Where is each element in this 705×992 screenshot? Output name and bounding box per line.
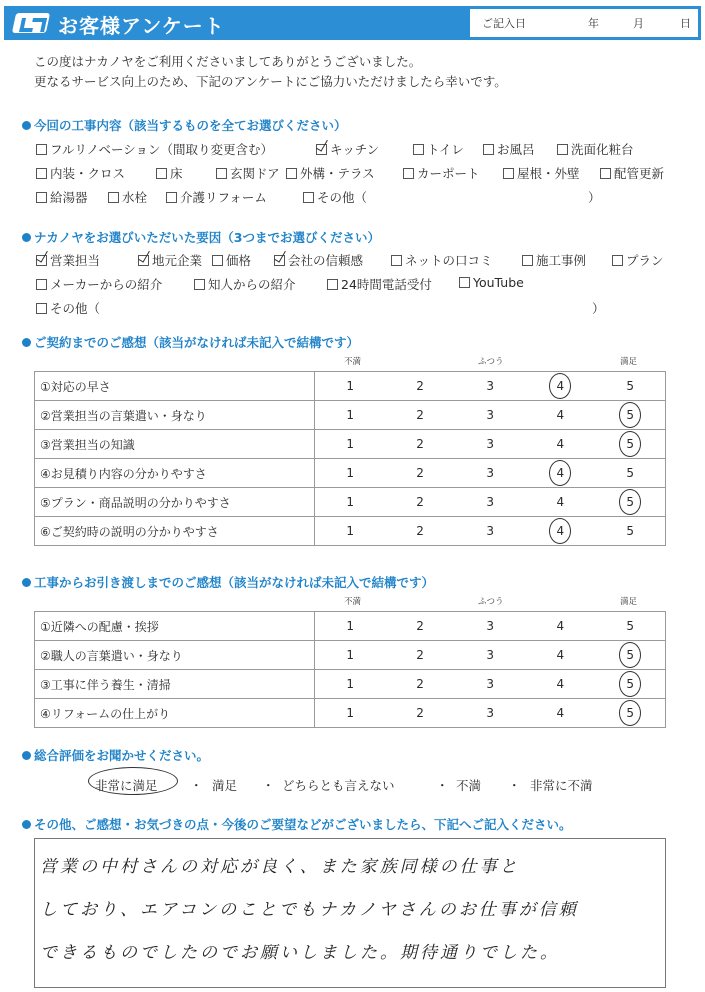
- contract-rating-cell[interactable]: [315, 372, 385, 401]
- contract-rating-cell[interactable]: [525, 430, 595, 459]
- contract-rating-cell[interactable]: [595, 517, 665, 546]
- selection-reason-option-label: プラン: [626, 253, 664, 268]
- page-title: お客様アンケート: [58, 14, 225, 38]
- selected-rating-circle: 4: [549, 518, 571, 544]
- scale-high-label: 満足: [620, 357, 638, 367]
- section-title-work-content: 今回の工事内容（該当するものを全てお選びください）: [22, 116, 347, 134]
- rating-value: 3: [486, 706, 495, 720]
- selection-reason-option-label: 24時間電話受付: [341, 277, 432, 292]
- selection-reason-option-label: 営業担当: [50, 253, 101, 268]
- section-title-overall-rating: 総合評価をお聞かせください。: [22, 746, 209, 764]
- work-content-option-label: カーポート: [417, 166, 480, 181]
- contract-rating-cell[interactable]: [315, 488, 385, 517]
- selection-reason-option[interactable]: [459, 275, 524, 290]
- construction-rating-cell[interactable]: [525, 670, 595, 699]
- work-content-other-close-paren: ）: [588, 190, 601, 205]
- work-content-option[interactable]: [557, 140, 634, 158]
- checkbox-icon[interactable]: [36, 144, 47, 155]
- handwritten-comment-line-2: しており、エアコンのことでもナカノヤさんのお仕事が信頼: [40, 900, 579, 920]
- construction-rating-cell[interactable]: [385, 612, 455, 641]
- rating-value: 3: [486, 408, 495, 422]
- construction-rating-cell[interactable]: [595, 641, 665, 670]
- contract-rating-cell[interactable]: [385, 401, 455, 430]
- check-mark-icon: [316, 137, 328, 151]
- contract-rating-table: [34, 371, 666, 546]
- checkbox-icon[interactable]: [36, 168, 47, 179]
- contract-rating-cell[interactable]: [315, 517, 385, 546]
- construction-rating-cell[interactable]: [525, 612, 595, 641]
- work-content-option[interactable]: [216, 164, 280, 182]
- contract-rating-cell[interactable]: [455, 459, 525, 488]
- construction-row: [35, 612, 666, 641]
- contract-question-label: ②営業担当の言葉遣い・身なり: [35, 401, 315, 430]
- scale-low-label: 不満: [344, 597, 362, 607]
- selection-reason-option-label: 施工事例: [536, 253, 587, 268]
- date-label: ご記入日: [482, 17, 526, 30]
- overall-rating-option[interactable]: どちらとも言えない: [282, 778, 395, 793]
- contract-rating-cell[interactable]: [595, 372, 665, 401]
- selection-reason-option[interactable]: [522, 251, 586, 269]
- selection-reason-option-label: 価格: [226, 253, 252, 268]
- rating-value: 2: [416, 619, 424, 633]
- rating-value: 2: [416, 495, 424, 509]
- contract-rating-cell[interactable]: [385, 459, 455, 488]
- selection-reason-option-label: メーカーからの紹介: [50, 277, 163, 292]
- scale-mid-label: ふつう: [478, 357, 504, 367]
- work-content-option-label: お風呂: [497, 142, 535, 157]
- handwritten-comment-line-1: 営業の中村さんの対応が良く、また家族同様の仕事と: [40, 857, 520, 877]
- contract-rating-cell[interactable]: [455, 401, 525, 430]
- section-title-comments: その他、ご感想・お気づきの点・今後のご要望などがございましたら、下記へご記入ください。: [22, 815, 572, 833]
- contract-rating-cell[interactable]: [455, 372, 525, 401]
- rating-value: 1: [346, 466, 355, 480]
- rating-value: 2: [416, 677, 424, 691]
- contract-rating-cell[interactable]: [525, 517, 595, 546]
- checkbox-icon[interactable]: [612, 255, 623, 266]
- year-label: 年: [588, 17, 599, 30]
- construction-question-label: ①近隣への配慮・挨拶: [35, 612, 315, 641]
- checkbox-icon[interactable]: [286, 168, 297, 179]
- rating-value: 1: [346, 648, 355, 662]
- work-content-option[interactable]: [36, 164, 125, 182]
- contract-question-label: ①対応の早さ: [35, 372, 315, 401]
- checkbox-icon[interactable]: [327, 279, 338, 290]
- rating-value: 1: [346, 408, 355, 422]
- option-separator: ・: [190, 778, 203, 793]
- rating-value: 5: [626, 466, 634, 480]
- rating-value: 2: [416, 466, 424, 480]
- overall-rating-option[interactable]: 満足: [212, 778, 238, 793]
- selection-reason-option[interactable]: [327, 275, 432, 293]
- construction-row: [35, 670, 666, 699]
- section-title-selection-reasons: ナカノヤをお選びいただいた要因（3つまでお選びください）: [22, 228, 380, 246]
- rating-value: 1: [346, 437, 355, 451]
- section-title-construction-impressions: 工事からお引き渡しまでのご感想（該当がなければ未記入で結構です）: [22, 573, 434, 591]
- rating-value: 4: [556, 619, 565, 633]
- selection-reason-option-label: YouTube: [473, 275, 524, 290]
- selected-rating-circle: 4: [549, 460, 571, 486]
- work-content-option-label: 屋根・外壁: [517, 166, 580, 181]
- selection-reason-option[interactable]: [36, 275, 162, 293]
- checkbox-icon[interactable]: [600, 168, 611, 179]
- work-content-option-label: 玄関ドア: [230, 166, 280, 181]
- intro-line-2: 更なるサービス向上のため、下記のアンケートにご協力いただけましたら幸いです。: [34, 74, 507, 89]
- work-content-option[interactable]: [166, 188, 267, 206]
- overall-rating-option[interactable]: 非常に満足: [95, 778, 158, 793]
- construction-question-label: ④リフォームの仕上がり: [35, 699, 315, 728]
- checkbox-icon[interactable]: [212, 255, 223, 266]
- checkbox-icon[interactable]: [459, 277, 470, 288]
- bullet-dot-icon: [22, 820, 31, 829]
- contract-question-label: ③営業担当の知識: [35, 430, 315, 459]
- work-content-option[interactable]: [303, 188, 367, 206]
- selection-reason-option[interactable]: [612, 251, 664, 269]
- work-content-option[interactable]: [403, 164, 480, 182]
- construction-rating-cell[interactable]: [315, 670, 385, 699]
- rating-value: 2: [416, 524, 424, 538]
- construction-rating-cell[interactable]: [385, 641, 455, 670]
- contract-row: [35, 430, 666, 459]
- selection-reason-option[interactable]: [391, 251, 493, 269]
- selection-reason-option[interactable]: [138, 251, 202, 269]
- contract-rating-cell[interactable]: [455, 488, 525, 517]
- rating-value: 5: [626, 524, 634, 538]
- work-content-option-label: 給湯器: [50, 190, 88, 205]
- construction-row: [35, 641, 666, 670]
- selected-circle-mark: [88, 767, 178, 795]
- rating-value: 1: [346, 379, 355, 393]
- rating-value: 4: [556, 408, 565, 422]
- work-content-option-label: トイレ: [427, 142, 464, 157]
- contract-question-label: ⑥ご契約時の説明の分かりやすさ: [35, 517, 315, 546]
- contract-rating-cell[interactable]: [595, 401, 665, 430]
- selection-reason-option[interactable]: [36, 299, 100, 317]
- bullet-dot-icon: [22, 751, 31, 760]
- construction-rating-cell[interactable]: [315, 641, 385, 670]
- rating-value: 2: [416, 379, 424, 393]
- selection-reason-option-label: 会社の信頼感: [288, 253, 364, 268]
- selection-reason-option-label: 地元企業: [152, 253, 203, 268]
- contract-rating-cell[interactable]: [595, 430, 665, 459]
- checked-checkbox-icon[interactable]: [316, 144, 327, 155]
- check-mark-icon: [138, 248, 150, 262]
- work-content-option-label: 介護リフォーム: [180, 190, 267, 205]
- work-content-option[interactable]: [286, 164, 375, 182]
- contract-rating-cell[interactable]: [385, 517, 455, 546]
- rating-value: 3: [486, 677, 495, 691]
- contract-rating-cell[interactable]: [525, 372, 595, 401]
- contract-row: [35, 488, 666, 517]
- overall-rating-option[interactable]: 非常に不満: [530, 778, 593, 793]
- day-label: 日: [680, 17, 691, 30]
- work-content-option[interactable]: [316, 140, 379, 158]
- selection-reason-option[interactable]: [212, 251, 251, 269]
- bullet-dot-icon: [22, 121, 31, 130]
- selected-rating-circle: 5: [619, 642, 641, 668]
- contract-row: [35, 459, 666, 488]
- rating-value: 2: [416, 648, 424, 662]
- rating-value: 1: [346, 495, 355, 509]
- checkbox-icon[interactable]: [557, 144, 568, 155]
- work-content-option[interactable]: [483, 140, 535, 158]
- selection-reason-option-label: ネットの口コミ: [405, 253, 493, 268]
- contract-rating-cell[interactable]: [315, 430, 385, 459]
- rating-value: 2: [416, 706, 424, 720]
- bullet-dot-icon: [22, 233, 31, 242]
- rating-value: 4: [556, 677, 565, 691]
- rating-value: 3: [486, 619, 495, 633]
- contract-rating-cell[interactable]: [385, 488, 455, 517]
- construction-rating-cell[interactable]: [525, 641, 595, 670]
- scale-high-label: 満足: [620, 597, 638, 607]
- work-content-option-label: キッチン: [330, 142, 380, 157]
- rating-value: 3: [486, 495, 495, 509]
- check-mark-icon: [36, 248, 48, 262]
- selection-reason-other-close-paren: ）: [592, 301, 605, 316]
- contract-rating-cell[interactable]: [385, 372, 455, 401]
- checked-checkbox-icon[interactable]: [274, 255, 285, 266]
- work-content-option-label: フルリノベーション（間取り変更含む）: [50, 142, 274, 157]
- rating-value: 5: [626, 379, 634, 393]
- handwritten-comment-line-3: できるものでしたのでお願いしました。期待通りでした。: [40, 943, 560, 963]
- selected-rating-circle: 5: [619, 700, 641, 726]
- company-logo: [12, 13, 50, 33]
- checkbox-icon[interactable]: [156, 168, 167, 179]
- work-content-option[interactable]: [108, 188, 147, 206]
- option-separator: ・: [436, 778, 449, 793]
- month-label: 月: [633, 17, 644, 30]
- work-content-option-label: 床: [170, 166, 183, 181]
- construction-rating-table: [34, 611, 666, 728]
- construction-rating-cell[interactable]: [455, 670, 525, 699]
- work-content-option[interactable]: [600, 164, 664, 182]
- construction-rating-cell[interactable]: [455, 612, 525, 641]
- contract-rating-cell[interactable]: [525, 459, 595, 488]
- selection-reason-option[interactable]: [274, 251, 363, 269]
- checkbox-icon[interactable]: [503, 168, 514, 179]
- selection-reason-option[interactable]: [194, 275, 296, 293]
- contract-row: [35, 517, 666, 546]
- construction-rating-cell[interactable]: [455, 641, 525, 670]
- rating-value: 1: [346, 706, 355, 720]
- selected-rating-circle: 5: [619, 489, 641, 515]
- intro-line-1: この度はナカノヤをご利用くださいましてありがとうございました。: [34, 54, 422, 69]
- work-content-option-label: 内装・クロス: [50, 166, 126, 181]
- checkbox-icon[interactable]: [216, 168, 227, 179]
- work-content-option-label: 水栓: [122, 190, 148, 205]
- rating-value: 3: [486, 466, 495, 480]
- contract-rating-cell[interactable]: [385, 430, 455, 459]
- bullet-dot-icon: [22, 338, 31, 347]
- checkbox-icon[interactable]: [403, 168, 414, 179]
- work-content-option-label: 洗面化粧台: [571, 142, 634, 157]
- selected-rating-circle: 4: [549, 373, 571, 399]
- checkbox-icon[interactable]: [483, 144, 494, 155]
- construction-rating-cell[interactable]: [595, 670, 665, 699]
- selection-reason-option[interactable]: [36, 251, 100, 269]
- selected-rating-circle: 5: [619, 402, 641, 428]
- rating-value: 1: [346, 677, 355, 691]
- scale-mid-label: ふつう: [478, 597, 504, 607]
- contract-row: [35, 401, 666, 430]
- construction-rating-cell[interactable]: [595, 612, 665, 641]
- contract-question-label: ④お見積り内容の分かりやすさ: [35, 459, 315, 488]
- construction-rating-cell[interactable]: [315, 612, 385, 641]
- selected-rating-circle: 5: [619, 671, 641, 697]
- work-content-option-label: 配管更新: [614, 166, 665, 181]
- work-content-option[interactable]: [503, 164, 580, 182]
- rating-value: 2: [416, 437, 424, 451]
- checkbox-icon[interactable]: [36, 303, 47, 314]
- rating-value: 5: [626, 619, 634, 633]
- option-separator: ・: [262, 778, 275, 793]
- rating-value: 1: [346, 619, 355, 633]
- construction-rating-cell[interactable]: [455, 699, 525, 728]
- contract-rating-cell[interactable]: [525, 401, 595, 430]
- work-content-option-label: 外構・テラス: [300, 166, 375, 181]
- rating-value: 3: [486, 648, 495, 662]
- construction-rating-cell[interactable]: [385, 670, 455, 699]
- contract-question-label: ⑤プラン・商品説明の分かりやすさ: [35, 488, 315, 517]
- construction-rating-cell[interactable]: [595, 699, 665, 728]
- rating-value: 4: [556, 648, 565, 662]
- rating-value: 3: [486, 379, 495, 393]
- selection-reason-option-label: その他（: [50, 301, 101, 316]
- overall-rating-option[interactable]: 不満: [456, 778, 482, 793]
- work-content-option[interactable]: [36, 140, 273, 158]
- construction-question-label: ②職人の言葉遣い・身なり: [35, 641, 315, 670]
- construction-question-label: ③工事に伴う養生・清掃: [35, 670, 315, 699]
- option-separator: ・: [508, 778, 521, 793]
- checkbox-icon[interactable]: [522, 255, 533, 266]
- checkbox-icon[interactable]: [36, 279, 47, 290]
- checkbox-icon[interactable]: [194, 279, 205, 290]
- rating-value: 4: [556, 437, 565, 451]
- checkbox-icon[interactable]: [413, 144, 424, 155]
- contract-rating-cell[interactable]: [595, 459, 665, 488]
- contract-rating-cell[interactable]: [315, 401, 385, 430]
- checkbox-icon[interactable]: [166, 192, 177, 203]
- checkbox-icon[interactable]: [303, 192, 314, 203]
- work-content-option[interactable]: [156, 164, 183, 182]
- selected-rating-circle: 5: [619, 431, 641, 457]
- construction-row: [35, 699, 666, 728]
- selection-reason-option-label: 知人からの紹介: [208, 277, 296, 292]
- checked-checkbox-icon[interactable]: [36, 255, 47, 266]
- check-mark-icon: [274, 248, 286, 262]
- work-content-option[interactable]: [36, 188, 88, 206]
- construction-rating-cell[interactable]: [315, 699, 385, 728]
- checkbox-icon[interactable]: [108, 192, 119, 203]
- work-content-option[interactable]: [413, 140, 464, 158]
- rating-value: 4: [556, 706, 565, 720]
- checked-checkbox-icon[interactable]: [138, 255, 149, 266]
- contract-rating-cell[interactable]: [595, 488, 665, 517]
- construction-rating-cell[interactable]: [525, 699, 595, 728]
- scale-low-label: 不満: [344, 357, 362, 367]
- bullet-dot-icon: [22, 578, 31, 587]
- contract-rating-cell[interactable]: [315, 459, 385, 488]
- work-content-option-label: その他（: [317, 190, 368, 205]
- rating-value: 2: [416, 408, 424, 422]
- checkbox-icon[interactable]: [36, 192, 47, 203]
- date-entry-box[interactable]: [470, 9, 698, 37]
- checkbox-icon[interactable]: [391, 255, 402, 266]
- rating-value: 4: [556, 495, 565, 509]
- contract-row: [35, 372, 666, 401]
- section-title-contract-impressions: ご契約までのご感想（該当がなければ未記入で結構です）: [22, 333, 359, 351]
- rating-value: 3: [486, 437, 495, 451]
- contract-rating-cell[interactable]: [455, 517, 525, 546]
- contract-rating-cell[interactable]: [455, 430, 525, 459]
- contract-rating-cell[interactable]: [525, 488, 595, 517]
- rating-value: 3: [486, 524, 495, 538]
- rating-value: 1: [346, 524, 355, 538]
- header-bar: [4, 6, 701, 40]
- construction-rating-cell[interactable]: [385, 699, 455, 728]
